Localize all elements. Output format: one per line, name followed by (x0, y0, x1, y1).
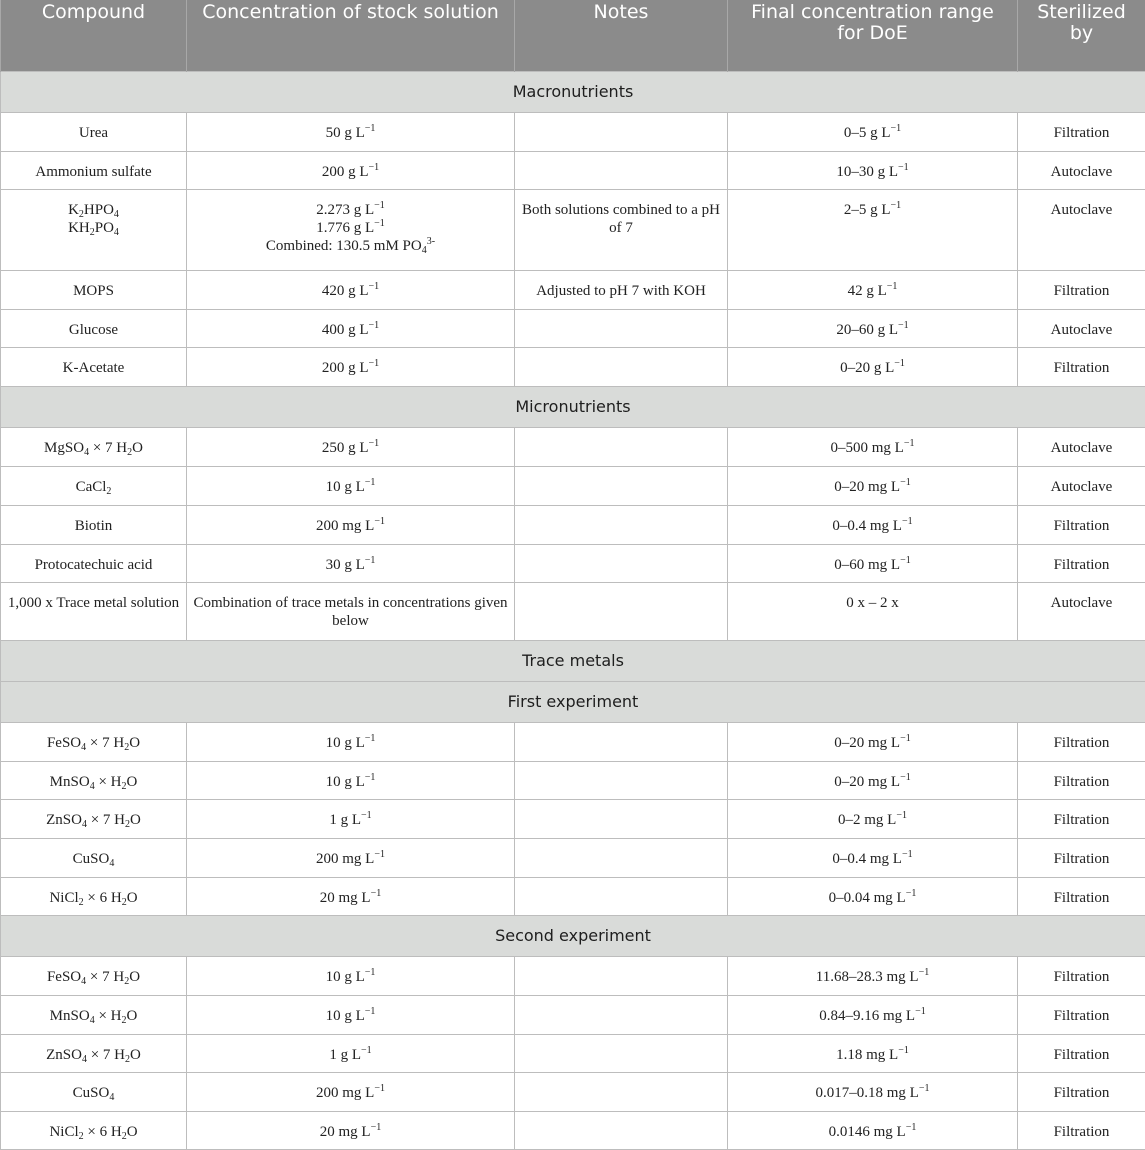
notes-cell (515, 995, 728, 1034)
stock-cell: 200 g $L^{-1}$ (187, 347, 515, 386)
compound-cell: ZnSO$_4$ × 7 $H_2O$ (1, 1034, 187, 1072)
table-row-first-feso4 (1, 722, 1145, 761)
stock-cell: 1 g $L^{-1}$ (187, 1034, 515, 1072)
final-range-cell: 10–30 g $L^{-1}$ (728, 151, 1018, 189)
final-range-cell: 0–0.4 mg $L^{-1}$ (728, 505, 1018, 544)
section-title-micronutrients: Micronutrients (1, 386, 1145, 427)
notes-cell (515, 505, 728, 544)
section-row-first-experiment (1, 681, 1145, 722)
notes-cell (515, 427, 728, 466)
compound-cell: Urea (1, 112, 187, 151)
notes-cell (515, 582, 728, 640)
final-range-cell: 0–60 mg $L^{-1}$ (728, 544, 1018, 582)
sterilized-cell: Filtration (1018, 995, 1145, 1034)
header-row (1, 0, 1145, 71)
stock-cell: Combination of trace metals in concentrations given below (187, 582, 515, 640)
table-row-mgso4 (1, 427, 1145, 466)
final-range-cell: 0–2 mg $L^{-1}$ (728, 799, 1018, 838)
stock-cell: 2.273 g $L^{-1}$ 1.776 g $L^{-1}$ Combined: 130.5 mM $PO_4^{3-}$ (187, 189, 515, 270)
table-row-first-znso4 (1, 799, 1145, 838)
sterilized-cell: Filtration (1018, 761, 1145, 799)
notes-cell (515, 799, 728, 838)
sterilized-cell: Filtration (1018, 877, 1145, 915)
notes-cell: Both solutions combined to a pH of 7 (515, 189, 728, 270)
table-row-ammonium-sulfate (1, 151, 1145, 189)
stock-cell: 420 g $L^{-1}$ (187, 270, 515, 309)
notes-cell (515, 544, 728, 582)
section-row-macronutrients (1, 71, 1145, 112)
compound-cell: CuSO$_4$ (1, 838, 187, 877)
stock-cell: 20 mg $L^{-1}$ (187, 877, 515, 915)
table-row-second-nicl2 (1, 1111, 1145, 1149)
sterilized-cell: Filtration (1018, 722, 1145, 761)
section-title-trace-metals: Trace metals (1, 640, 1145, 681)
notes-cell (515, 1072, 728, 1111)
compound-cell: MnSO$_4$ × $H_2O$ (1, 761, 187, 799)
table-row-glucose (1, 309, 1145, 347)
table-row-second-feso4 (1, 956, 1145, 995)
stock-cell: 10 g $L^{-1}$ (187, 995, 515, 1034)
sterilized-cell: Autoclave (1018, 151, 1145, 189)
stock-cell: 10 g $L^{-1}$ (187, 722, 515, 761)
stock-cell: 400 g $L^{-1}$ (187, 309, 515, 347)
final-range-cell: 0–0.4 mg $L^{-1}$ (728, 838, 1018, 877)
final-range-cell: 0–5 g $L^{-1}$ (728, 112, 1018, 151)
compound-cell: $K_2HPO_4$ $KH_2PO_4$ (1, 189, 187, 270)
table-row-second-cuso4 (1, 1072, 1145, 1111)
header-stock: Concentration of stock solution (187, 0, 515, 71)
sterilized-cell: Autoclave (1018, 427, 1145, 466)
final-range-cell: 0.017–0.18 mg $L^{-1}$ (728, 1072, 1018, 1111)
stock-cell: 20 mg $L^{-1}$ (187, 1111, 515, 1149)
header-sterilized-by: Sterilized by (1018, 0, 1145, 71)
notes-cell (515, 1111, 728, 1149)
compound-cell: MOPS (1, 270, 187, 309)
section-row-micronutrients (1, 386, 1145, 427)
compound-cell: NiCl$_2$ × 6 $H_2O$ (1, 1111, 187, 1149)
table-row-urea (1, 112, 1145, 151)
notes-cell (515, 877, 728, 915)
header-notes: Notes (515, 0, 728, 71)
header-final-range: Final concentration range for DoE (728, 0, 1018, 71)
sterilized-cell: Autoclave (1018, 466, 1145, 505)
sterilized-cell: Filtration (1018, 956, 1145, 995)
compound-cell: FeSO$_4$ × 7 $H_2O$ (1, 956, 187, 995)
stock-cell: 200 g $L^{-1}$ (187, 151, 515, 189)
table-row-first-mnso4 (1, 761, 1145, 799)
sterilized-cell: Autoclave (1018, 189, 1145, 270)
sterilized-cell: Filtration (1018, 505, 1145, 544)
sterilized-cell: Filtration (1018, 1034, 1145, 1072)
sterilized-cell: Autoclave (1018, 309, 1145, 347)
table-row-phosphate (1, 189, 1145, 270)
final-range-cell: 0–20 mg $L^{-1}$ (728, 466, 1018, 505)
sterilized-cell: Filtration (1018, 347, 1145, 386)
notes-cell (515, 466, 728, 505)
compound-cell: Ammonium sulfate (1, 151, 187, 189)
final-range-cell: 42 g $L^{-1}$ (728, 270, 1018, 309)
notes-cell (515, 722, 728, 761)
stock-cell: 50 g $L^{-1}$ (187, 112, 515, 151)
section-row-second-experiment (1, 915, 1145, 956)
sterilized-cell: Filtration (1018, 112, 1145, 151)
final-range-cell: 0–0.04 mg $L^{-1}$ (728, 877, 1018, 915)
table-row-second-mnso4 (1, 995, 1145, 1034)
table-row-first-nicl2 (1, 877, 1145, 915)
compound-cell: Protocatechuic acid (1, 544, 187, 582)
final-range-cell: 11.68–28.3 mg $L^{-1}$ (728, 956, 1018, 995)
compound-cell: NiCl$_2$ × 6 $H_2O$ (1, 877, 187, 915)
stock-cell: 1 g $L^{-1}$ (187, 799, 515, 838)
compound-cell: CuSO$_4$ (1, 1072, 187, 1111)
table-row-biotin (1, 505, 1145, 544)
table-row-first-cuso4 (1, 838, 1145, 877)
compound-cell: Glucose (1, 309, 187, 347)
compound-cell: FeSO$_4$ × 7 $H_2O$ (1, 722, 187, 761)
notes-cell (515, 956, 728, 995)
final-range-cell: 1.18 mg $L^{-1}$ (728, 1034, 1018, 1072)
table-row-mops (1, 270, 1145, 309)
final-range-cell: 0–20 mg $L^{-1}$ (728, 761, 1018, 799)
header-compound: Compound (1, 0, 187, 71)
stock-cell: 10 g $L^{-1}$ (187, 466, 515, 505)
notes-cell (515, 151, 728, 189)
final-range-cell: 0–20 mg $L^{-1}$ (728, 722, 1018, 761)
compound-cell: Biotin (1, 505, 187, 544)
stock-cell: 10 g $L^{-1}$ (187, 956, 515, 995)
final-range-cell: 20–60 g $L^{-1}$ (728, 309, 1018, 347)
table-row-protocatechuic-acid (1, 544, 1145, 582)
notes-cell (515, 309, 728, 347)
sterilized-cell: Filtration (1018, 270, 1145, 309)
stock-cell: 200 mg $L^{-1}$ (187, 838, 515, 877)
stock-cell: 200 mg $L^{-1}$ (187, 1072, 515, 1111)
final-range-cell: 2–5 g $L^{-1}$ (728, 189, 1018, 270)
compound-cell: MnSO$_4$ × $H_2O$ (1, 995, 187, 1034)
sterilized-cell: Filtration (1018, 1111, 1145, 1149)
compound-cell: K-Acetate (1, 347, 187, 386)
sterilized-cell: Autoclave (1018, 582, 1145, 640)
notes-cell (515, 1034, 728, 1072)
sterilized-cell: Filtration (1018, 544, 1145, 582)
notes-cell (515, 761, 728, 799)
sterilized-cell: Filtration (1018, 799, 1145, 838)
section-title-second-experiment: Second experiment (1, 915, 1145, 956)
final-range-cell: 0–500 mg $L^{-1}$ (728, 427, 1018, 466)
stock-cell: 250 g $L^{-1}$ (187, 427, 515, 466)
stock-cell: 200 mg $L^{-1}$ (187, 505, 515, 544)
section-title-first-experiment: First experiment (1, 681, 1145, 722)
final-range-cell: 0.0146 mg $L^{-1}$ (728, 1111, 1018, 1149)
final-range-cell: 0.84–9.16 mg $L^{-1}$ (728, 995, 1018, 1034)
sterilized-cell: Filtration (1018, 1072, 1145, 1111)
compound-cell: MgSO$_4$ × 7 $H_2O$ (1, 427, 187, 466)
stock-cell: 10 g $L^{-1}$ (187, 761, 515, 799)
compound-cell: CaCl$_2$ (1, 466, 187, 505)
stock-cell: 30 g $L^{-1}$ (187, 544, 515, 582)
sterilized-cell: Filtration (1018, 838, 1145, 877)
notes-cell (515, 112, 728, 151)
compound-cell: ZnSO$_4$ × 7 $H_2O$ (1, 799, 187, 838)
table-row-cacl2 (1, 466, 1145, 505)
compound-cell: 1,000 x Trace metal solution (1, 582, 187, 640)
table-row-second-znso4 (1, 1034, 1145, 1072)
final-range-cell: 0–20 g $L^{-1}$ (728, 347, 1018, 386)
notes-cell (515, 838, 728, 877)
final-range-cell: 0 x – 2 x (728, 582, 1018, 640)
section-title-macronutrients: Macronutrients (1, 71, 1145, 112)
notes-cell: Adjusted to pH 7 with KOH (515, 270, 728, 309)
notes-cell (515, 347, 728, 386)
section-row-trace-metals (1, 640, 1145, 681)
table-row-trace-metal-solution (1, 582, 1145, 640)
table-row-k-acetate (1, 347, 1145, 386)
